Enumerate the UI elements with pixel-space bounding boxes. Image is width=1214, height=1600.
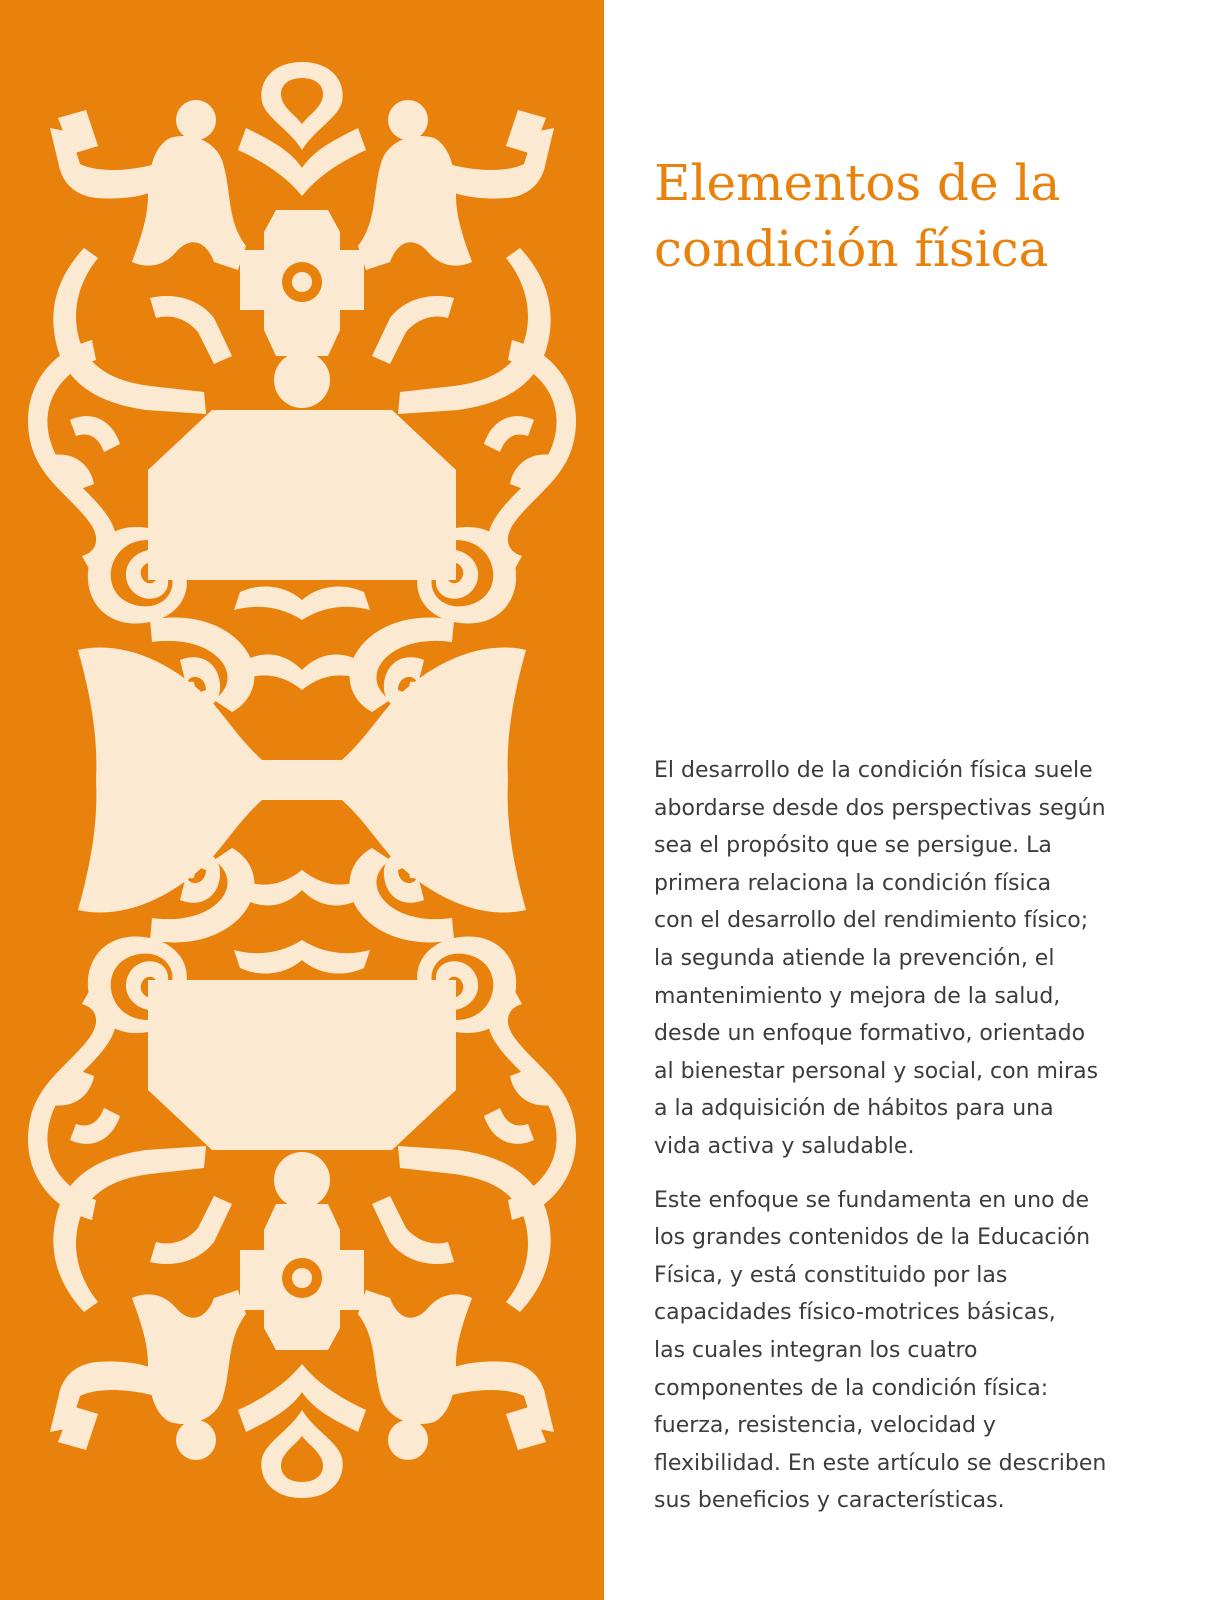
text-line: vida activa y saludable. [654,1133,915,1159]
text-line: flexibilidad. En este artículo se describen [654,1450,1107,1476]
text-line: los grandes contenidos de la Educación [654,1225,1091,1251]
decorative-band [0,0,604,1600]
paragraph-1 [654,752,1184,1166]
text-line: capacidades físico-motrices básicas, [654,1300,1056,1326]
title-line: Elementos de la [654,154,1061,212]
page-title [654,150,1174,282]
text-line: las cuales integran los cuatro [654,1337,978,1363]
text-line: la segunda atiende la prevención, el [654,945,1055,971]
text-line: Física, y está constituido por las [654,1262,1008,1288]
article-body [654,752,1184,1536]
text-line: abordarse desde dos perspectivas según [654,795,1106,821]
paragraph-2 [654,1182,1184,1520]
pre-hispanic-ornament-icon [0,0,604,1600]
text-line: con el desarrollo del rendimiento físico; [654,908,1089,934]
text-line: sea el propósito que se persigue. La [654,833,1052,859]
text-line: a la adquisición de hábitos para una [654,1096,1054,1122]
text-line: El desarrollo de la condición física suele [654,758,1093,783]
text-line: primera relaciona la condición física [654,870,1052,896]
text-line: Este enfoque se fundamenta en uno de [654,1187,1090,1213]
text-line: componentes de la condición física: [654,1375,1049,1401]
text-line: sus beneficios y características. [654,1488,1005,1514]
text-line: desde un enfoque formativo, orientado [654,1021,1086,1047]
text-line: fuerza, resistencia, velocidad y [654,1413,996,1439]
text-line: mantenimiento y mejora de la salud, [654,983,1061,1009]
title-line: condición física [654,220,1049,278]
text-line: al bienestar personal y social, con miras [654,1058,1099,1084]
